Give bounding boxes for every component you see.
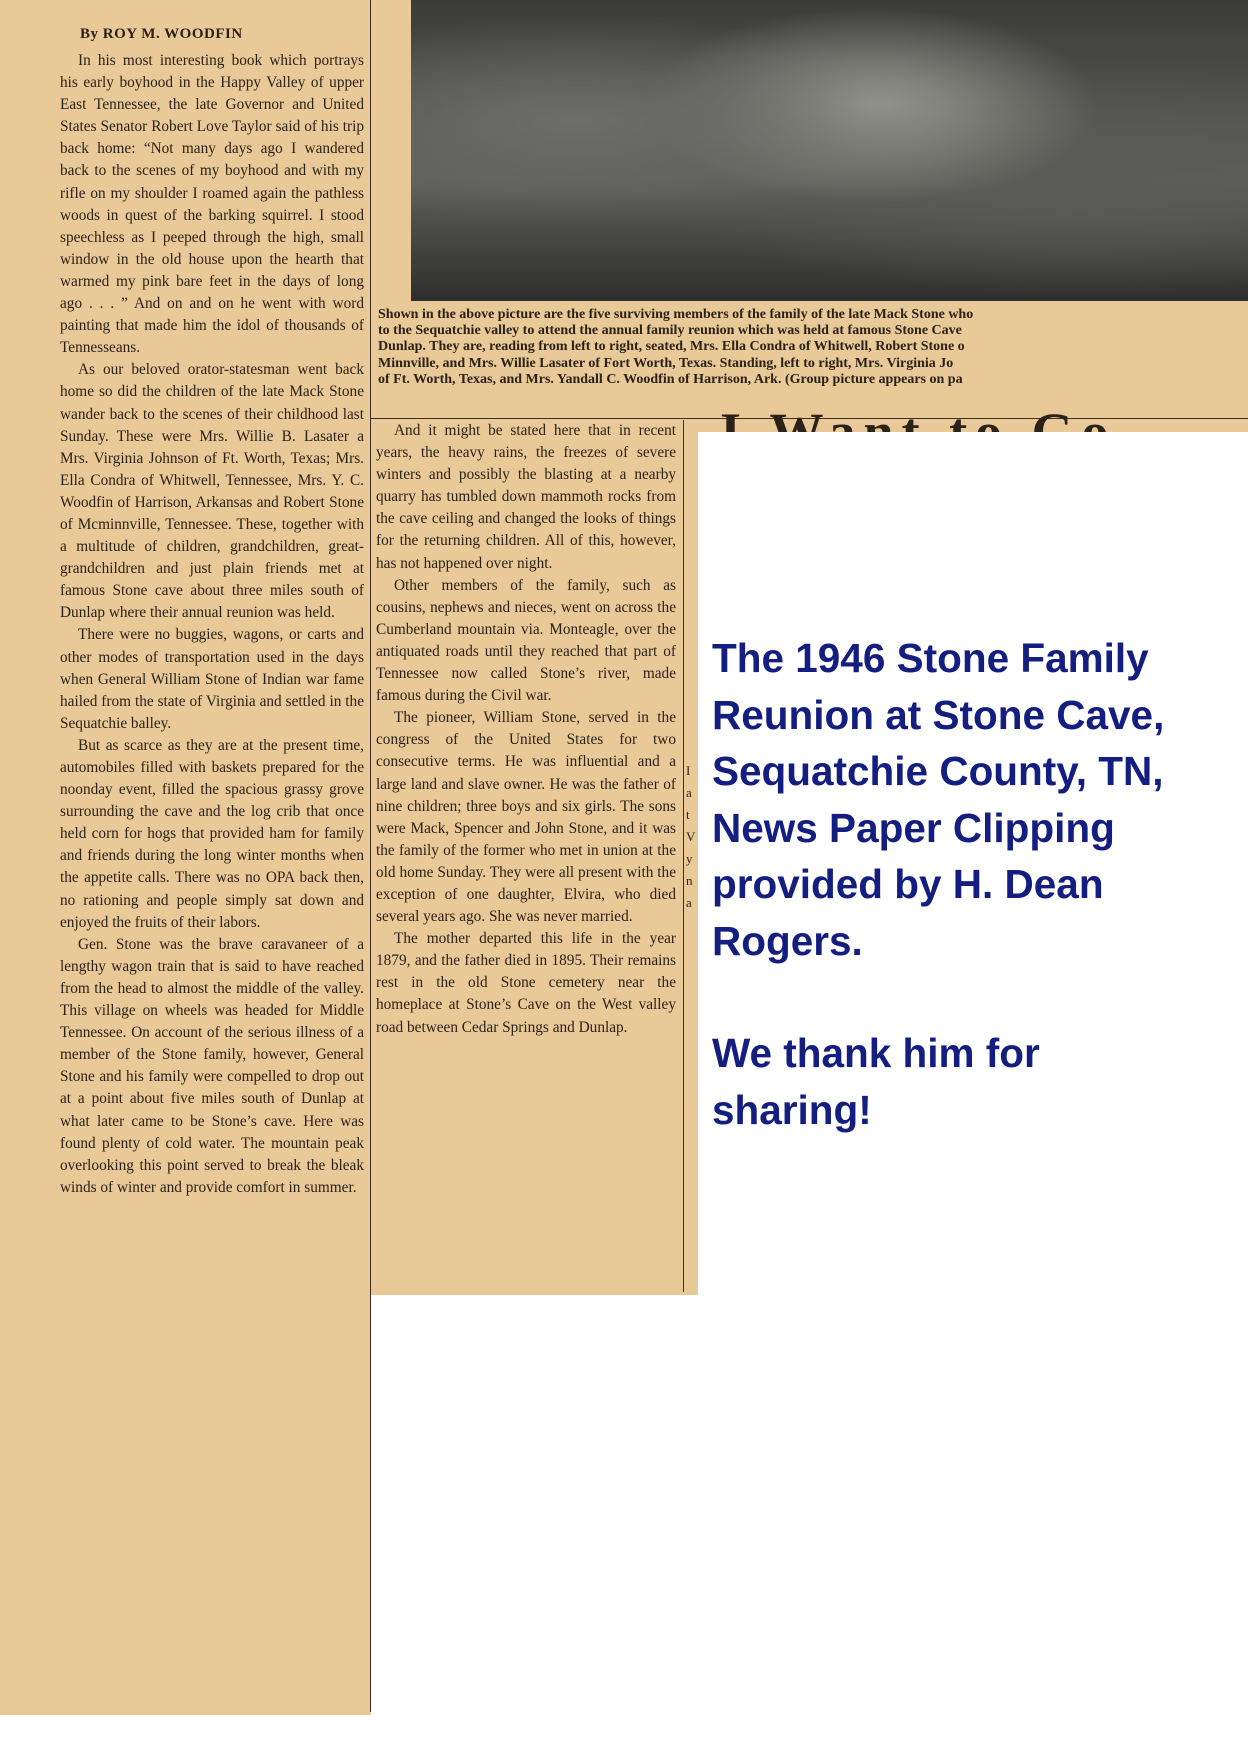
paragraph: In his most interesting book which portrays his early boyhood in the Happy Valley of upper East Tennessee, the late Governor and United States Senator Robert Love Taylor said of his trip back home: “Not many days ago I wandered back to the scenes of my boyhood and with my rifle on my shoulder I roamed again the pathless woods in quest of the barking squirrel. I stood speechless as I peeped through the high, small window in the old house upon the hearth that warmed my pink bare feet in the days of long ago . . . ” And on and on he went with word painting that made him the idol of thousands of Tennesseans.: [60, 52, 364, 357]
caption-line: Minnville, and Mrs. Willie Lasater of Fort Worth, Texas. Standing, left to right, Mrs. Virginia Jo: [378, 355, 954, 371]
caption-line: Dunlap. They are, reading from left to right, seated, Mrs. Ella Condra of Whitwell, Robert Stone o: [378, 339, 965, 355]
note-line: Sequatchie County, TN,: [712, 748, 1164, 794]
column-rule-1: [370, 0, 371, 1712]
annotation-note: [712, 630, 1242, 1138]
headline-fragment: [720, 400, 1248, 432]
note-line: provided by H. Dean: [712, 861, 1104, 907]
paragraph: And it might be stated here that in recent years, the heavy rains, the freezes of severe winters and possibly the blasting at a nearby quarry has tumbled down mammoth rocks from the cave ceiling and changed the looks of things for the returning children. All of this, however, has not happened over night.: [376, 422, 676, 572]
caption-line: to the Sequatchie valley to attend the annual family reunion which was held at famous Stone Cave: [378, 323, 962, 339]
caption-line: of Ft. Worth, Texas, and Mrs. Yandall C. Woodfin of Harrison, Ark. (Group picture appears on pa: [378, 371, 963, 387]
article-column-1: [60, 50, 364, 1199]
group-photo: [411, 0, 1248, 301]
cut-column-letters: I a t V y n a: [686, 763, 696, 910]
note-line: News Paper Clipping: [712, 804, 1115, 851]
note-spacer: [712, 969, 1242, 1025]
column-rule-2: [683, 420, 684, 1292]
paragraph: Gen. Stone was the brave caravaneer of a lengthy wagon train that is said to have reached from the head to almost the middle of the valley. This village on wheels was headed for Middle Tennessee. On account of the serious illness of a member of the Stone family, however, General Stone and his family were compelled to drop out at a point about five miles south of Dunlap at what later came to be Stone’s cave. Here was found plenty of cold water. The mountain peak overlooking this point served to break the bleak winds of winter and provide comfort in summer.: [60, 935, 364, 1196]
paragraph: The mother departed this life in the year 1879, and the father died in 1895. Their remains rest in the old Stone cemetery near the homeplace at Stone’s Cave on the West valley road between Cedar Springs and Dunlap.: [376, 930, 676, 1036]
photo-caption: [378, 307, 1246, 388]
paragraph: Other members of the family, such as cousins, nephews and nieces, went on across the Cumberland mountain via. Monteagle, over the antiquated roads until they reached that part of Tennessee now called Stone’s river, made famous during the Civil war.: [376, 576, 676, 705]
paragraph: But as scarce as they are at the present time, automobiles filled with baskets prepared for the noonday event, filled the spacious grassy grove surrounding the cave and the log crib that once held corn for hogs that provided ham for family and friends during the long winter months when the appetite calls. There was no OPA back then, no rationing and people simply sat down and enjoyed the fruits of their labors.: [60, 736, 364, 931]
note-line: sharing!: [712, 1086, 872, 1133]
paragraph: As our beloved orator-statesman went back home so did the children of the late Mack Stone wander back to the scenes of their childhood last Sunday. These were Mrs. Willie B. Lasater a Mrs. Virginia Johnson of Ft. Worth, Texas; Mrs. Ella Condra of Whitwell, Tennessee, Mrs. Y. C. Woodfin of Harrison, Arkansas and Robert Stone of Mcminnville, Tennessee. These, together with a multitude of children, grandchildren, great-grandchildren and just plain friends met at famous Stone cave about three miles south of Dunlap where their annual reunion was held.: [60, 361, 364, 622]
note-line: Reunion at Stone Cave,: [712, 691, 1165, 738]
note-line: Rogers.: [712, 917, 863, 964]
note-line: The 1946 Stone Family: [712, 635, 1149, 681]
byline: By ROY M. WOODFIN: [80, 26, 243, 42]
paragraph: There were no buggies, wagons, or carts and other modes of transportation used in the days when General William Stone of Indian war fame hailed from the state of Virginia and settled in the Sequatchie balley.: [60, 626, 364, 732]
article-column-2: [376, 420, 676, 1039]
paragraph: The pioneer, William Stone, served in the congress of the United States for two consecutive terms. He was influential and a large land and slave owner. He was the father of nine children; three boys and six girls. The sons were Mack, Spencer and John Stone, and it was the family of the former who met in union at the old home Sunday. They were all present with the exception of one daughter, Elvira, who died several years ago. She was never married.: [376, 709, 676, 926]
caption-line: Shown in the above picture are the five surviving members of the family of the late Mack Stone who: [378, 307, 974, 322]
note-line: We thank him for: [712, 1030, 1040, 1076]
